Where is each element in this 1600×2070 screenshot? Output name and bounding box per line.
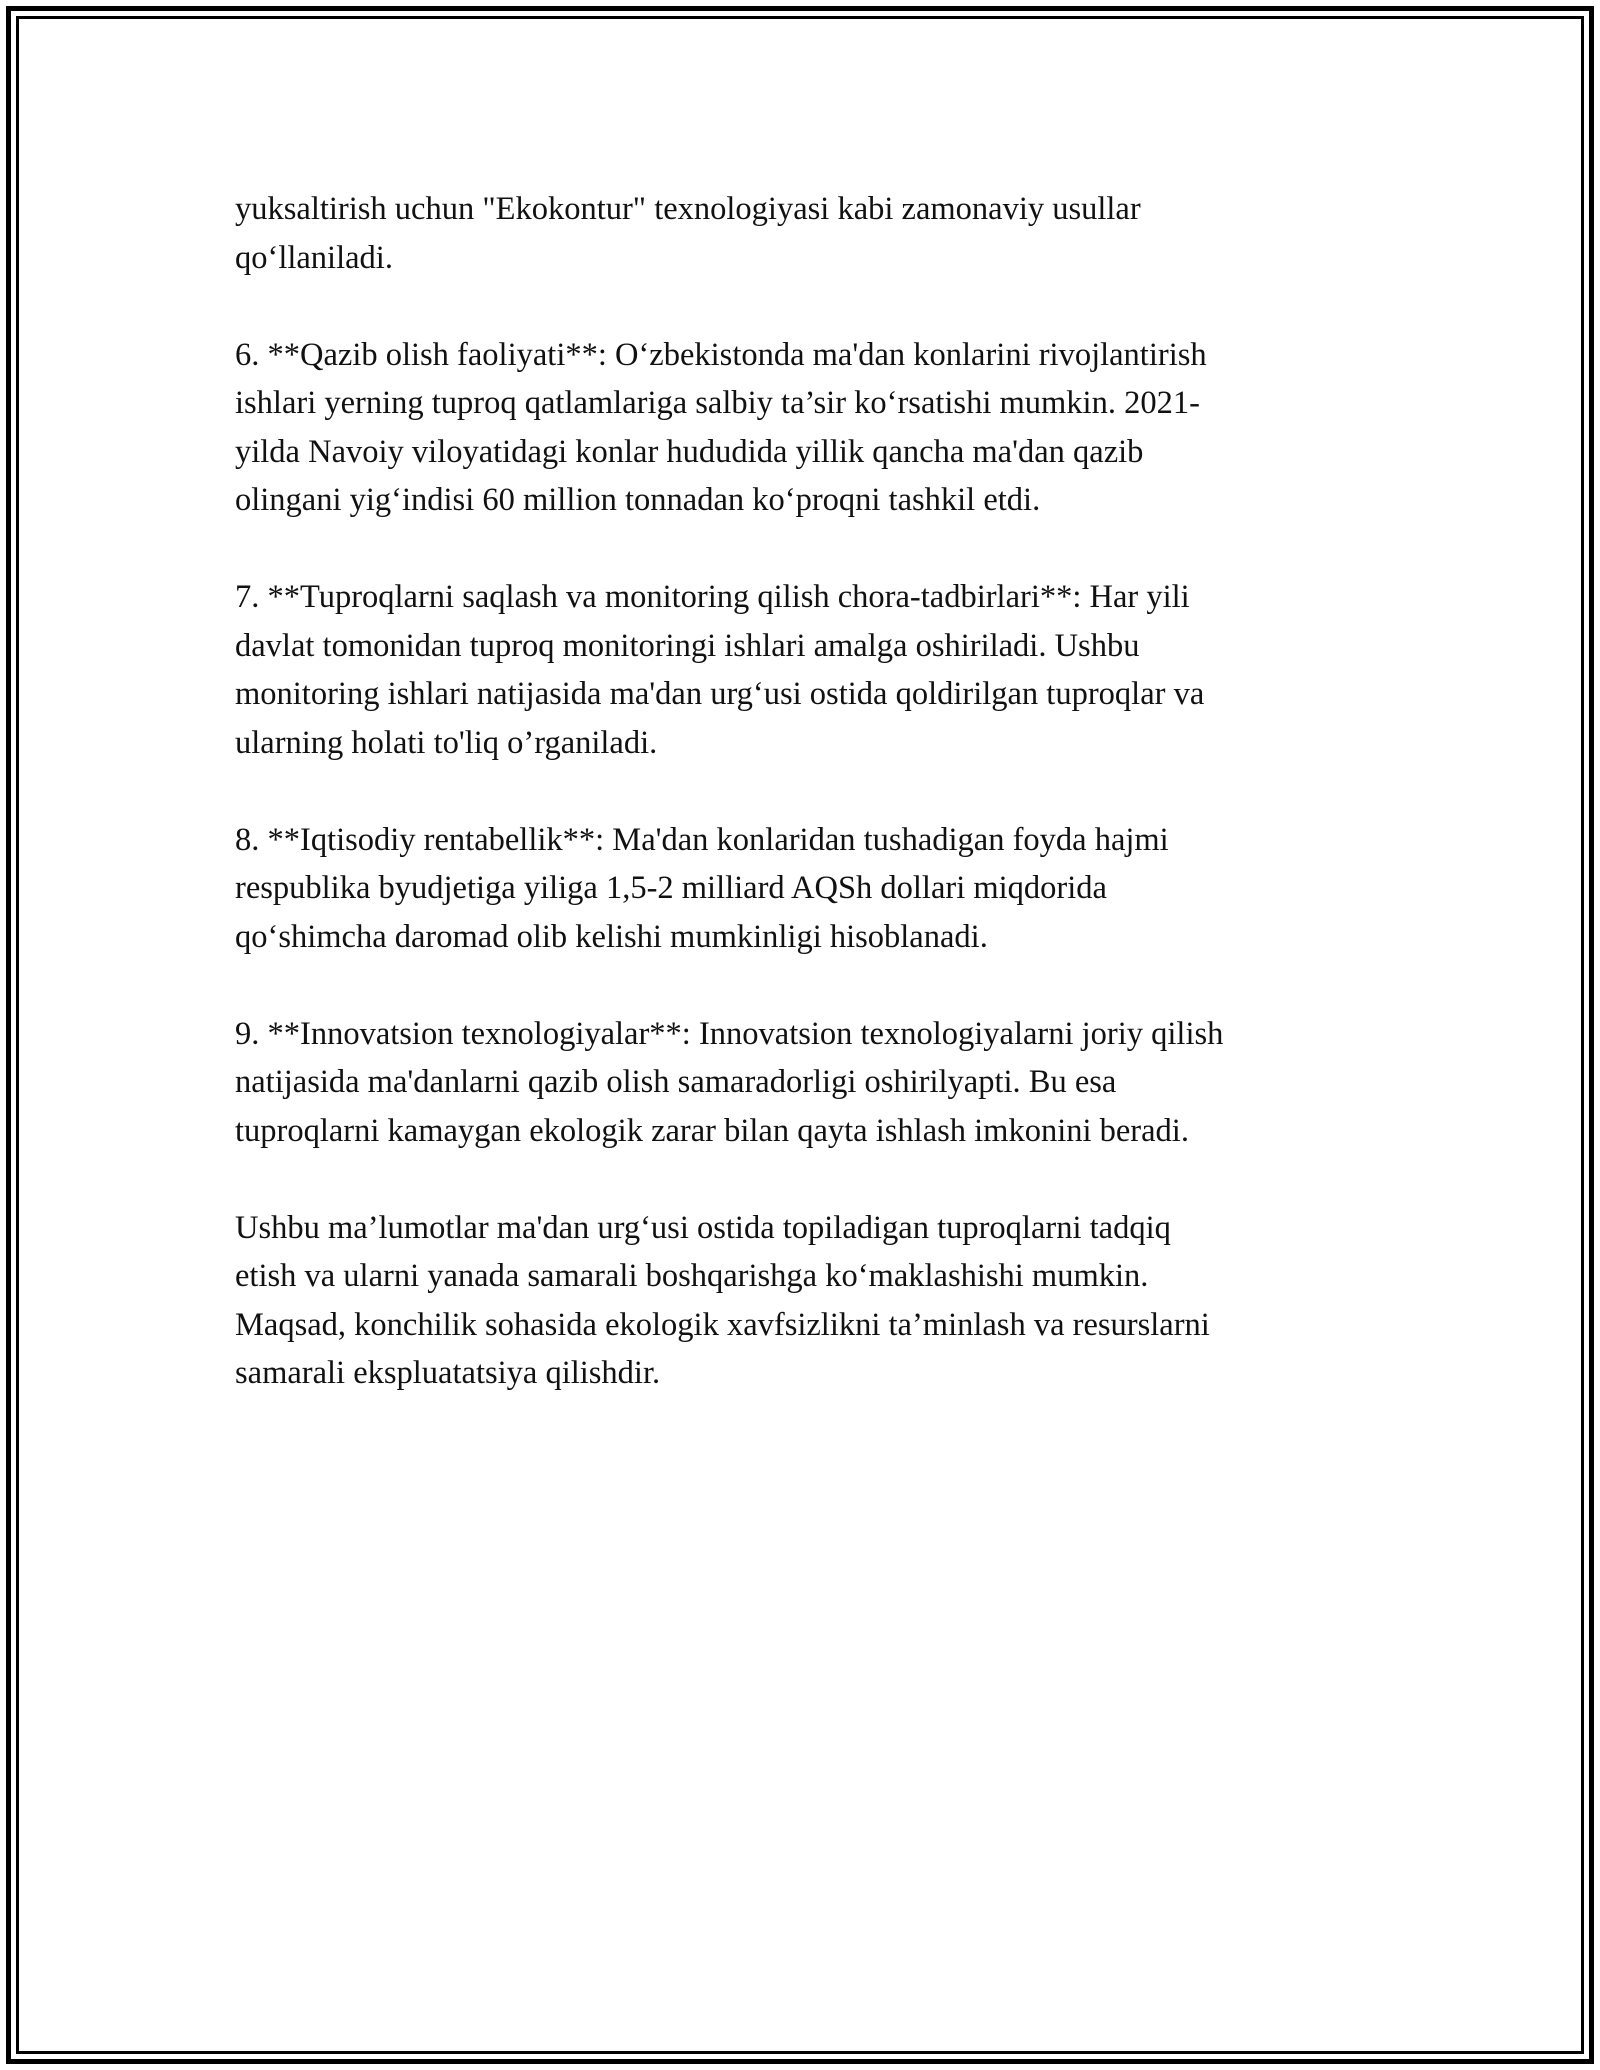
paragraph-conclusion: Ushbu ma’lumotlar ma'dan urg‘usi ostida topiladigan tuproqlarni tadqiq etish va ularni yanada samarali boshqarishga ko‘maklashishi mumkin. Maqsad, konchilik sohasida ekologik xavfsizlikni ta’minlash va resurslarni samarali ekspluatatsiya qilishdir.: [235, 1209, 1210, 1391]
paragraph-item-9: 9. **Innovatsion texnologiyalar**: Innovatsion texnologiyalarni joriy qilish natijasida ma'danlarni qazib olish samaradorligi oshirilyapti. Bu esa tuproqlarni kamaygan ekologik zarar bilan qayta ishlash imkonini beradi.: [235, 1015, 1224, 1149]
paragraph-intro-continuation: yuksaltirish uchun "Ekokontur" texnologiyasi kabi zamonaviy usullar qo‘llaniladi.: [235, 191, 1141, 276]
paragraph-item-6: 6. **Qazib olish faoliyati**: O‘zbekistonda ma'dan konlarini rivojlantirish ishlari yerning tuproq qatlamlariga salbiy ta’sir ko‘rsatishi mumkin. 2021- yilda Navoiy viloyatidagi konlar hududida yillik qancha ma'dan qazib olingani yig‘indisi 60 million tonnadan ko‘proqni tashkil etdi.: [235, 336, 1207, 518]
paragraph-item-7: 7. **Tuproqlarni saqlash va monitoring qilish chora-tadbirlari**: Har yili davlat tomonidan tuproq monitoringi ishlari amalga oshiriladi. Ushbu monitoring ishlari natijasida ma'dan urg‘usi ostida qoldirilgan tuproqlar va ularning holati to'liq o’rganiladi.: [235, 579, 1205, 761]
paragraph-item-8: 8. **Iqtisodiy rentabellik**: Ma'dan konlaridan tushadigan foyda hajmi respublika byudjetiga yiliga 1,5-2 milliard AQSh dollari miqdorida qo‘shimcha daromad olib kelishi mumkinligi hisoblanadi.: [235, 821, 1169, 955]
document-body: [235, 185, 1375, 1446]
